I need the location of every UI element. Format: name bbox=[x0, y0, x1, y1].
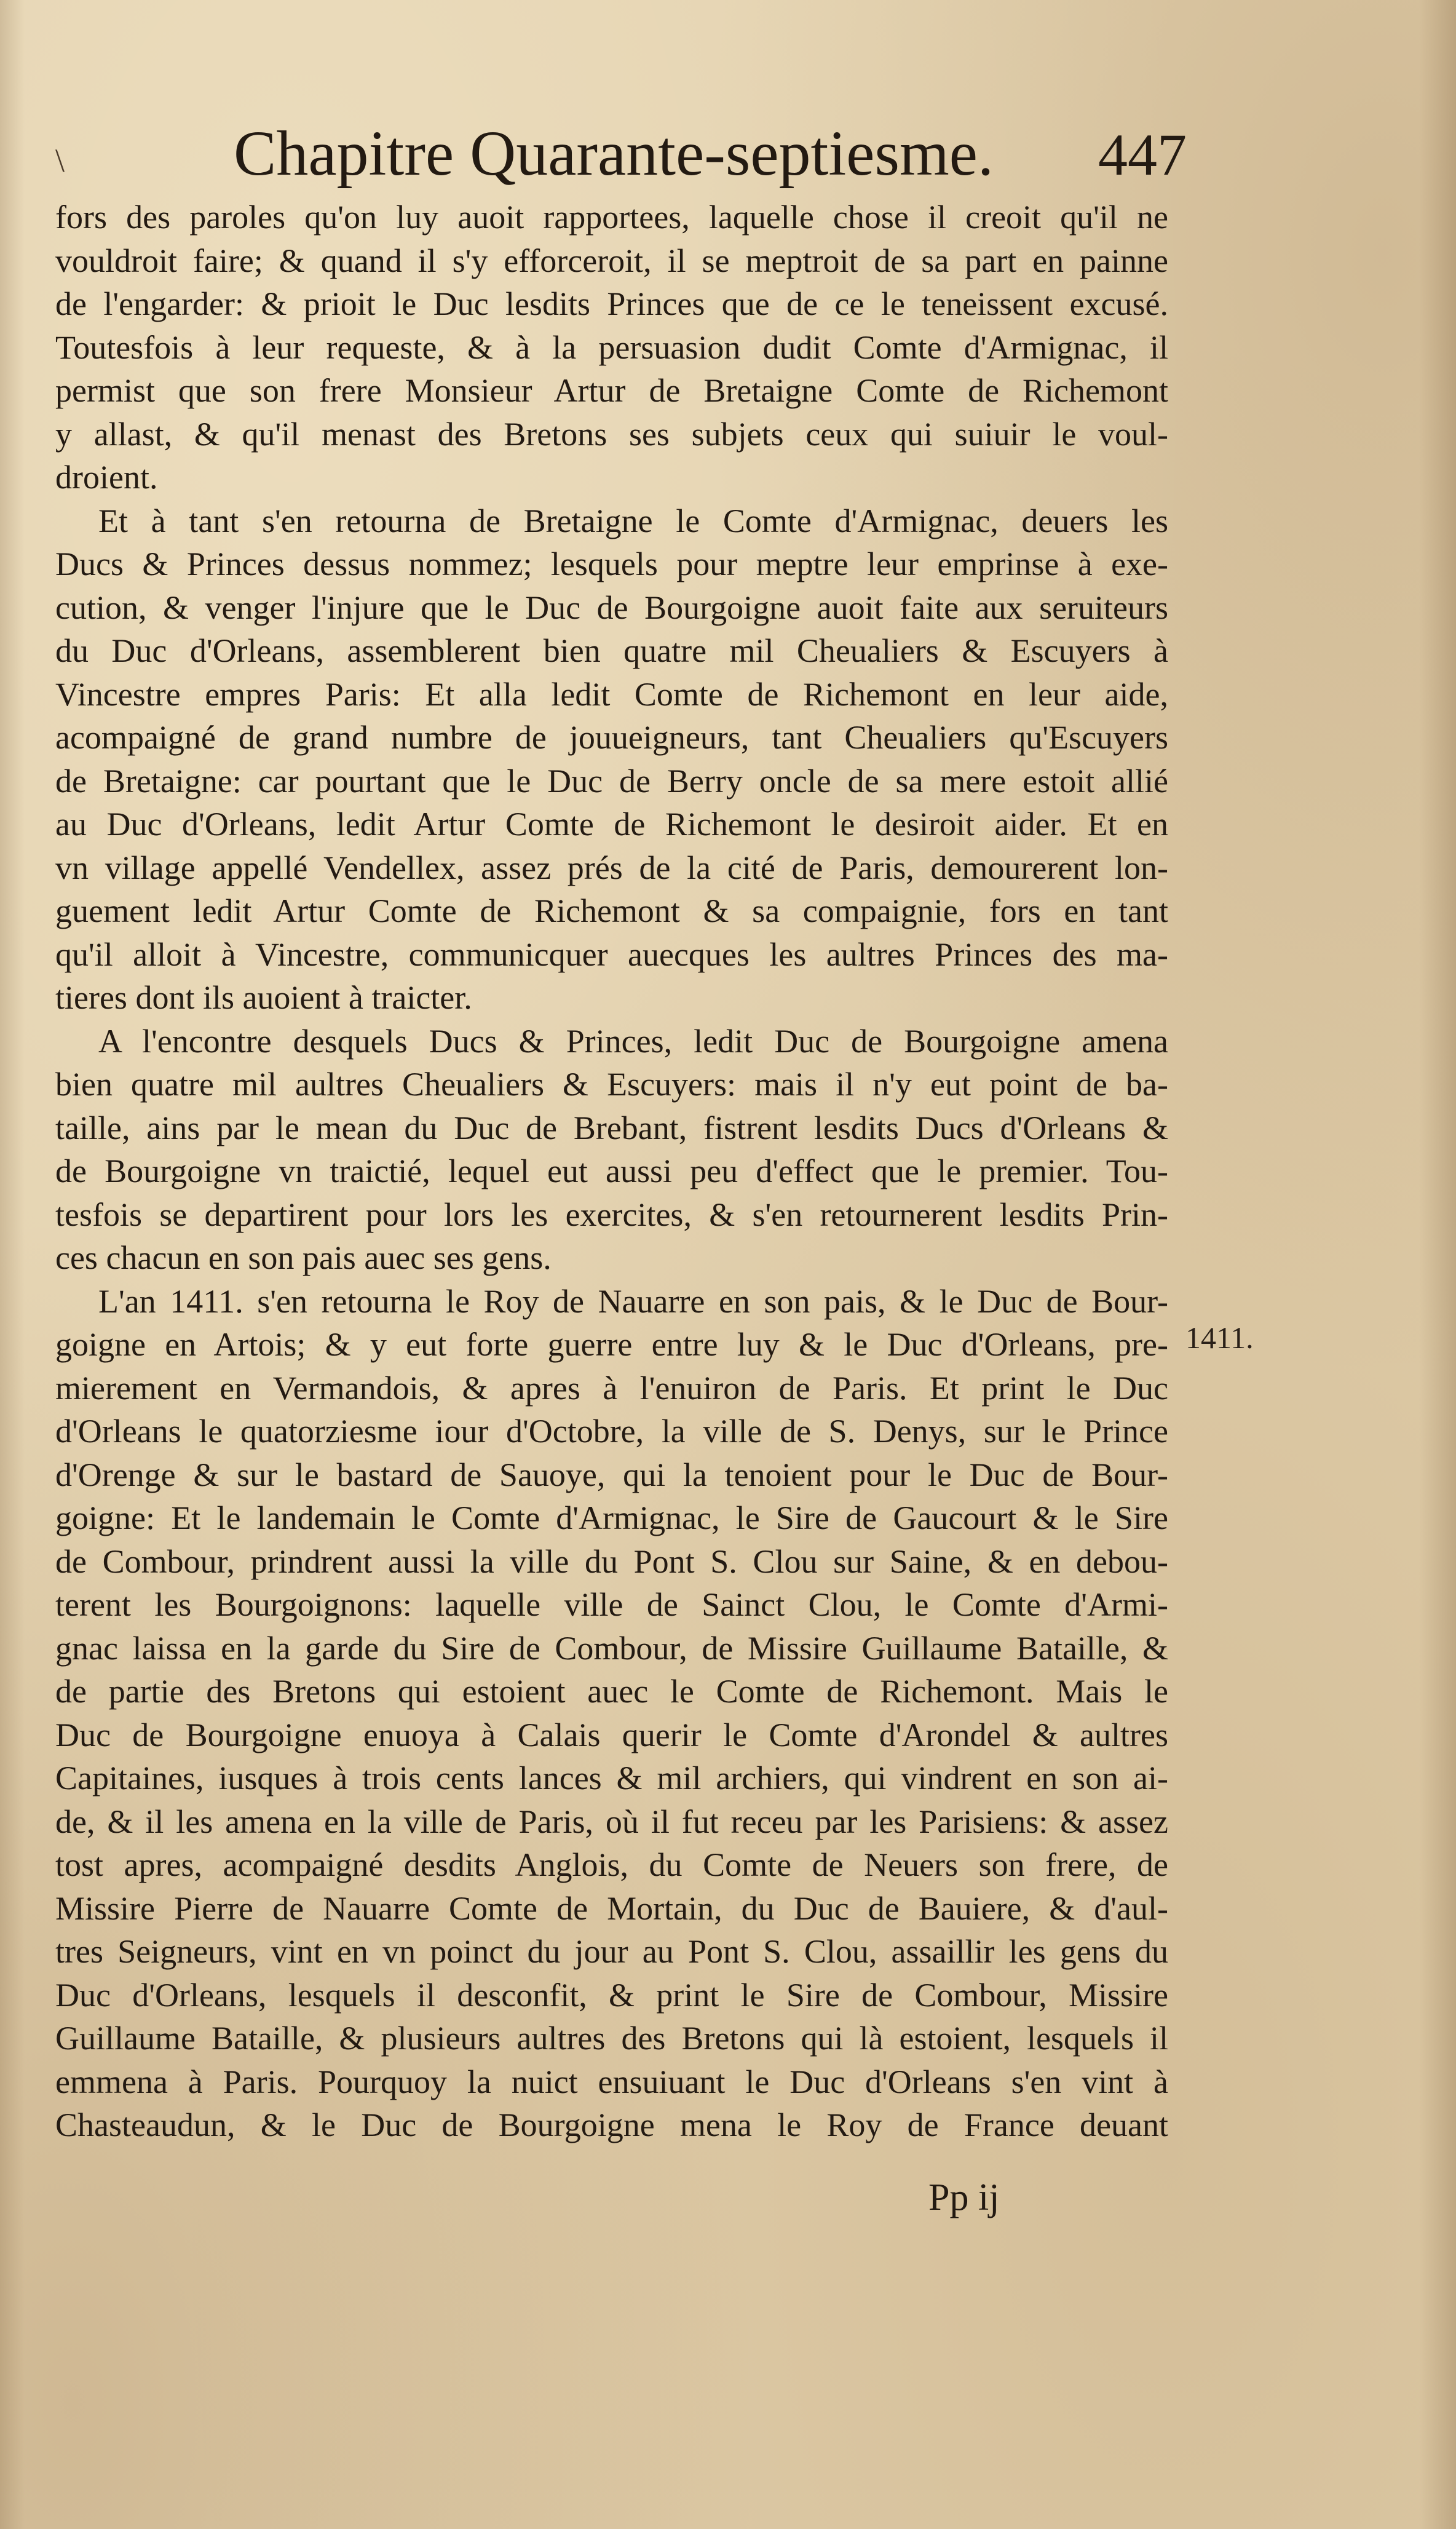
text-line: Toutesfois à leur requeste, & à la persuasion dudit Comte d'Armignac, il bbox=[55, 328, 1168, 366]
margin-note-year: 1411. bbox=[1185, 1320, 1254, 1355]
text-line: tieres dont ils auoient à traicter. bbox=[55, 979, 472, 1016]
text-line: permist que son frere Monsieur Artur de Bretaigne Comte de Richemont bbox=[55, 372, 1168, 409]
text-line: Missire Pierre de Nauarre Comte de Mortain, du Duc de Bauiere, & d'aul- bbox=[55, 1889, 1168, 1927]
text-line: au Duc d'Orleans, ledit Artur Comte de Richemont le desiroit aider. Et en bbox=[55, 806, 1168, 843]
text-line: tost apres, acompaigné desdits Anglois, du Comte de Neuers son frere, de bbox=[55, 1846, 1168, 1883]
text-line: fors des paroles qu'on luy auoit rapportees, laquelle chose il creoit qu'il ne bbox=[55, 199, 1168, 236]
text-line: de Bretaigne: car pourtant que le Duc de Berry oncle de sa mere estoit allié bbox=[55, 762, 1168, 800]
text-line: Guillaume Bataille, & plusieurs aultres des Bretons qui là estoient, lesquels il bbox=[55, 2020, 1168, 2057]
text-line: A l'encontre desquels Ducs & Princes, ledit Duc de Bourgoigne amena bbox=[98, 1022, 1168, 1060]
text-line: de Combour, prindrent aussi la ville du Pont S. Clou sur Saine, & en debou- bbox=[55, 1542, 1168, 1580]
header-mark: \ bbox=[55, 142, 65, 179]
text-line: ces chacun en son pais auec ses gens. bbox=[55, 1239, 552, 1276]
paragraph bbox=[55, 1280, 1168, 2147]
text-body bbox=[55, 196, 1168, 2147]
page-edge-shadow-right bbox=[1419, 0, 1456, 2529]
text-line: goigne en Artois; & y eut forte guerre entre luy & le Duc d'Orleans, pre- bbox=[55, 1326, 1168, 1363]
text-line: bien quatre mil aultres Cheualiers & Escuyers: mais il n'y eut point de ba- bbox=[55, 1066, 1168, 1103]
text-line: de partie des Bretons qui estoient auec le Comte de Richemont. Mais le bbox=[55, 1673, 1168, 1710]
paragraph bbox=[55, 1020, 1168, 1280]
text-line: y allast, & qu'il menast des Bretons ses subjets ceux qui suiuir le voul- bbox=[55, 415, 1168, 453]
chapter-title: Chapitre Quarante-septiesme. bbox=[234, 118, 994, 189]
running-header bbox=[55, 117, 1187, 203]
text-line: cution, & venger l'injure que le Duc de Bourgoigne auoit faite aux seruiteurs bbox=[55, 589, 1168, 626]
text-line: droient. bbox=[55, 459, 158, 496]
text-line: d'Orenge & sur le bastard de Sauoye, qui la tenoient pour le Duc de Bour- bbox=[55, 1456, 1168, 1493]
signature-mark: Pp ij bbox=[928, 2177, 1000, 2218]
page-number: 447 bbox=[1098, 122, 1187, 188]
text-line: guement ledit Artur Comte de Richemont & sa compaignie, fors en tant bbox=[55, 892, 1168, 929]
text-line: L'an 1411. s'en retourna le Roy de Nauarre en son pais, & le Duc de Bour- bbox=[98, 1282, 1168, 1320]
text-line: vn village appellé Vendellex, assez prés de la cité de Paris, demourerent lon- bbox=[55, 849, 1168, 886]
text-line: mierement en Vermandois, & apres à l'enuiron de Paris. Et print le Duc bbox=[55, 1369, 1168, 1407]
text-line: Et à tant s'en retourna de Bretaigne le Comte d'Armignac, deuers les bbox=[98, 502, 1168, 539]
text-line: gnac laissa en la garde du Sire de Combour, de Missire Guillaume Bataille, & bbox=[55, 1629, 1168, 1667]
text-line: emmena à Paris. Pourquoy la nuict ensuiuant le Duc d'Orleans s'en vint à bbox=[55, 2063, 1168, 2100]
text-line: goigne: Et le landemain le Comte d'Armignac, le Sire de Gaucourt & le Sire bbox=[55, 1499, 1168, 1536]
text-line: du Duc d'Orleans, assemblerent bien quatre mil Cheualiers & Escuyers à bbox=[55, 632, 1168, 669]
text-line: Duc d'Orleans, lesquels il desconfit, & print le Sire de Combour, Missire bbox=[55, 1976, 1168, 2014]
text-line: Chasteaudun, & le Duc de Bourgoigne mena le Roy de France deuant bbox=[55, 2106, 1168, 2143]
text-line: acompaigné de grand numbre de jouueigneurs, tant Cheualiers qu'Escuyers bbox=[55, 719, 1168, 756]
text-line: Duc de Bourgoigne enuoya à Calais querir le Comte d'Arondel & aultres bbox=[55, 1716, 1168, 1753]
text-line: tres Seigneurs, vint en vn poinct du jour au Pont S. Clou, assaillir les gens du bbox=[55, 1933, 1168, 1970]
text-line: taille, ains par le mean du Duc de Brebant, fistrent lesdits Ducs d'Orleans & bbox=[55, 1109, 1168, 1146]
text-line: de Bourgoigne vn traictié, lequel eut aussi peu d'effect que le premier. Tou- bbox=[55, 1153, 1168, 1189]
paragraph bbox=[55, 499, 1168, 1020]
paragraph bbox=[55, 196, 1168, 499]
text-line: qu'il alloit à Vincestre, communicquer auecques les aultres Princes des ma- bbox=[55, 935, 1168, 973]
text-line: Ducs & Princes dessus nommez; lesquels pour meptre leur emprinse à exe- bbox=[55, 546, 1168, 582]
text-line: vouldroit faire; & quand il s'y efforceroit, il se meptroit de sa part en painne bbox=[55, 242, 1168, 279]
text-line: Vincestre empres Paris: Et alla ledit Comte de Richemont en leur aide, bbox=[55, 675, 1168, 713]
text-line: terent les Bourgoignons: laquelle ville de Sainct Clou, le Comte d'Armi- bbox=[55, 1586, 1168, 1623]
text-line: Capitaines, iusques à trois cents lances & mil archiers, qui vindrent en son ai- bbox=[55, 1760, 1168, 1797]
text-line: tesfois se departirent pour lors les exercites, & s'en retournerent lesdits Prin- bbox=[55, 1196, 1168, 1233]
text-line: de l'engarder: & prioit le Duc lesdits Princes que de ce le teneissent excusé. bbox=[55, 285, 1168, 322]
page-edge-shadow-left bbox=[0, 0, 25, 2529]
text-line: d'Orleans le quatorziesme iour d'Octobre, la ville de S. Denys, sur le Prince bbox=[55, 1413, 1168, 1450]
text-line: de, & il les amena en la ville de Paris, où il fut receu par les Parisiens: & assez bbox=[55, 1803, 1168, 1840]
